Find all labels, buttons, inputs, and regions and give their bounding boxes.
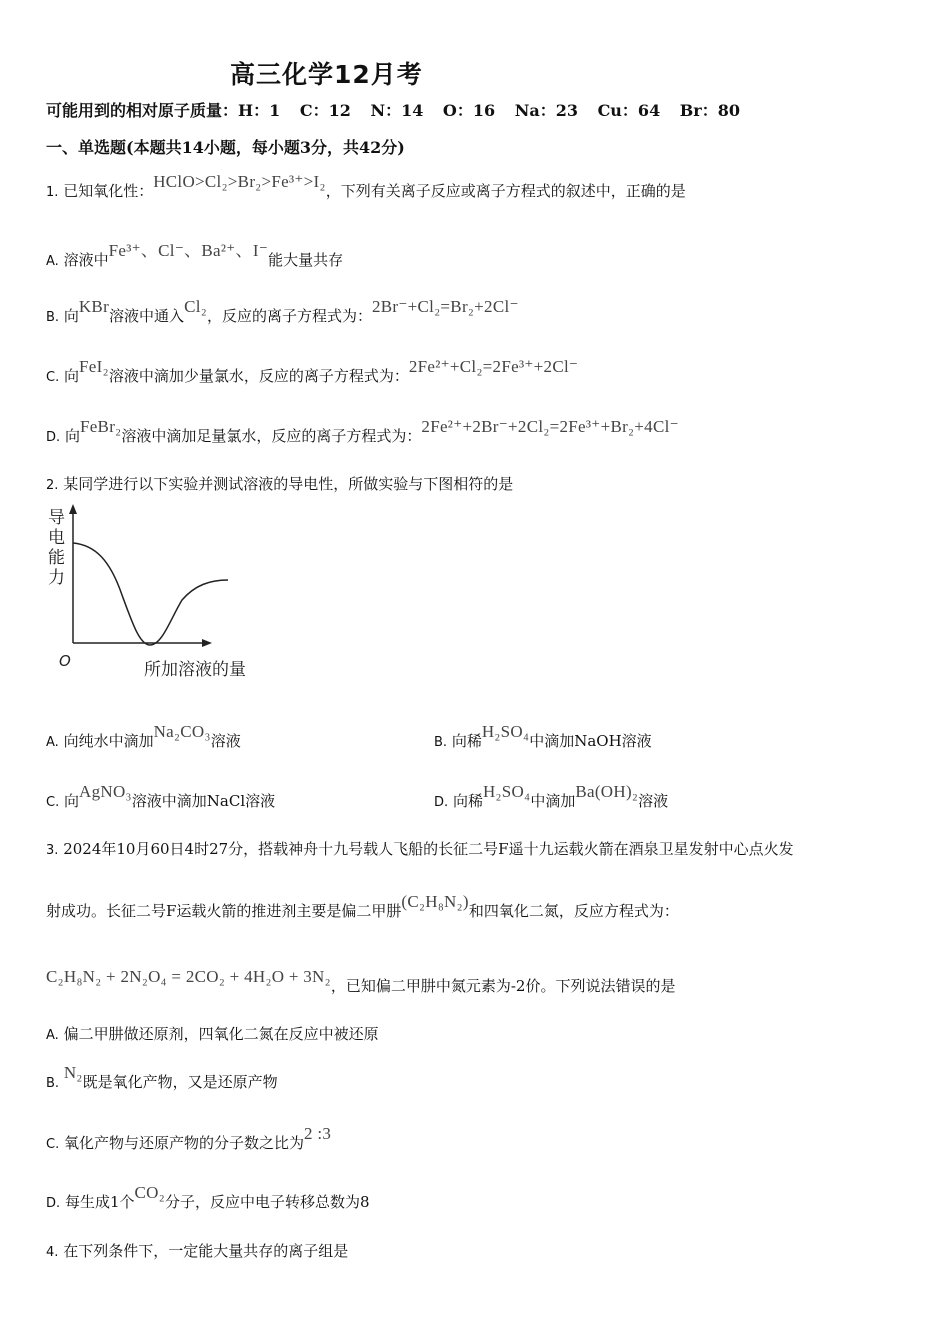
q3-option-d <box>46 1183 370 1212</box>
q2-option-d <box>434 782 669 811</box>
mass-item: N：14 <box>370 101 424 120</box>
mass-item: Br：80 <box>679 101 741 120</box>
conductivity-graph <box>40 500 280 695</box>
option-text: 向稀 <box>452 792 483 810</box>
x-axis-arrow <box>202 639 212 647</box>
option-text: 溶液中滴加少量氯水，反应的离子方程式为： <box>108 367 409 385</box>
formula: Na₂CO₃ <box>153 722 211 741</box>
q1-option-b <box>46 297 519 326</box>
option-label: D. <box>46 1196 61 1211</box>
option-label: D. <box>46 430 61 445</box>
option-label: B. <box>434 735 448 750</box>
option-text: 每生成1个 <box>64 1193 135 1211</box>
option-text: 中滴加NaOH溶液 <box>529 732 652 750</box>
option-text: 中滴加 <box>530 792 576 810</box>
mass-item: 可能用到的相对原子质量：H：1 <box>46 101 281 120</box>
formula: Cl₂ <box>184 297 207 316</box>
option-label: C. <box>46 795 60 810</box>
option-text: 溶液 <box>210 732 241 750</box>
y-label-char: 导 <box>48 508 65 528</box>
option-text: 既是氧化产物，又是还原产物 <box>82 1073 278 1091</box>
y-label-char: 力 <box>48 568 65 588</box>
option-text: 向稀 <box>451 732 482 750</box>
formula: (C₂H₈N₂) <box>401 892 469 911</box>
q3-option-c <box>46 1124 332 1153</box>
mass-item: C：12 <box>299 101 351 120</box>
formula: KBr <box>78 297 110 316</box>
formula: FeBr₂ <box>79 417 122 436</box>
q3-option-b <box>46 1063 278 1092</box>
formula: HClO>Cl₂>Br₂>Fe³⁺>I₂ <box>153 172 326 191</box>
q3-line1 <box>46 838 794 859</box>
q3-line2 <box>46 892 679 921</box>
option-label: A. <box>46 254 59 269</box>
question-number: 1. <box>46 185 59 200</box>
option-text: 能大量共存 <box>268 251 344 269</box>
mass-item: O：16 <box>442 101 496 120</box>
stem-text: 已知氧化性： <box>63 182 154 200</box>
q1-option-a <box>46 241 344 270</box>
option-label: C. <box>46 370 60 385</box>
stem-text: ，下列有关离子反应或离子方程式的叙述中，正确的是 <box>325 182 686 200</box>
formula: 2Fe²⁺+2Br⁻+2Cl₂=2Fe³⁺+Br₂+4Cl⁻ <box>421 417 679 436</box>
question-number: 3. <box>46 843 59 858</box>
q2-option-a <box>46 722 241 751</box>
formula: 2Fe²⁺+Cl₂=2Fe³⁺+2Cl⁻ <box>408 357 579 376</box>
formula: 2Br⁻+Cl₂=Br₂+2Cl⁻ <box>371 297 519 316</box>
option-text: 向 <box>64 792 80 810</box>
y-label-char: 电 <box>48 528 65 548</box>
conductivity-curve <box>73 543 228 645</box>
option-text: 偏二甲肼做还原剂，四氧化二氮在反应中被还原 <box>63 1025 379 1043</box>
formula: 2 :3 <box>304 1124 332 1143</box>
formula: AgNO₃ <box>79 782 132 801</box>
option-text: 溶液中通入 <box>109 307 185 325</box>
y-label-char: 能 <box>48 548 65 568</box>
option-text: 向 <box>64 427 80 445</box>
option-text: 向 <box>64 367 80 385</box>
stem-text: ，已知偏二甲肼中氮元素为-2价。下列说法错误的是 <box>330 977 676 995</box>
stem-text: 在下列条件下，一定能大量共存的离子组是 <box>63 1242 349 1260</box>
option-label: A. <box>46 1028 59 1043</box>
mass-item: Na：23 <box>514 101 578 120</box>
option-text: 溶液中 <box>63 251 109 269</box>
q3-option-a <box>46 1023 379 1044</box>
option-label: C. <box>46 1137 60 1152</box>
atomic-masses <box>46 98 740 121</box>
origin-label: O <box>59 652 71 670</box>
question-number: 2. <box>46 478 59 493</box>
formula: CO₂ <box>134 1183 165 1202</box>
option-text: 溶液 <box>638 792 669 810</box>
q2-stem <box>46 473 513 494</box>
option-text: 向 <box>63 307 79 325</box>
formula: N₂ <box>63 1063 83 1082</box>
option-text: ，反应的离子方程式为： <box>206 307 372 325</box>
option-text: 分子，反应中电子转移总数为8 <box>164 1193 370 1211</box>
q1-stem <box>46 172 686 201</box>
mass-item: Cu：64 <box>597 101 661 120</box>
x-axis-label: 所加溶液的量 <box>144 660 246 680</box>
q1-option-d <box>46 417 679 446</box>
option-text: 溶液中滴加NaCl溶液 <box>131 792 276 810</box>
option-text: 向纯水中滴加 <box>63 732 154 750</box>
stem-text: 某同学进行以下实验并测试溶液的导电性，所做实验与下图相符的是 <box>63 475 514 493</box>
option-label: B. <box>46 310 60 325</box>
formula: Fe³⁺、Cl⁻、Ba²⁺、I⁻ <box>108 241 269 260</box>
y-axis-arrow <box>69 504 77 514</box>
reaction-equation: C₂H₈N₂ + 2N₂O₄ = 2CO₂ + 4H₂O + 3N₂ <box>46 967 331 986</box>
stem-text: 2024年10月60日4时27分，搭载神舟十九号载人飞船的长征二号F遥十九运载火箭在酒泉卫星发射中心点火发 <box>63 840 794 858</box>
option-text: 氧化产物与还原产物的分子数之比为 <box>64 1134 305 1152</box>
section-heading: 一、单选题(本题共14小题，每小题3分，共42分) <box>46 138 405 157</box>
stem-text: 射成功。长征二号F运载火箭的推进剂主要是偏二甲肼 <box>46 902 402 920</box>
q1-option-c <box>46 357 579 386</box>
option-label: D. <box>434 795 449 810</box>
q2-option-b <box>434 722 652 751</box>
stem-text: 和四氧化二氮，反应方程式为： <box>468 902 679 920</box>
formula: H₂SO₄ <box>482 782 531 801</box>
q3-line3 <box>46 967 676 996</box>
formula: Ba(OH)₂ <box>575 782 639 801</box>
question-number: 4. <box>46 1245 59 1260</box>
page-title: 高三化学12月考 <box>230 60 423 89</box>
option-label: B. <box>46 1076 60 1091</box>
formula: H₂SO₄ <box>481 722 530 741</box>
q4-stem <box>46 1240 348 1261</box>
option-label: A. <box>46 735 59 750</box>
formula: FeI₂ <box>79 357 109 376</box>
q2-option-c <box>46 782 276 811</box>
option-text: 溶液中滴加足量氯水，反应的离子方程式为： <box>121 427 422 445</box>
